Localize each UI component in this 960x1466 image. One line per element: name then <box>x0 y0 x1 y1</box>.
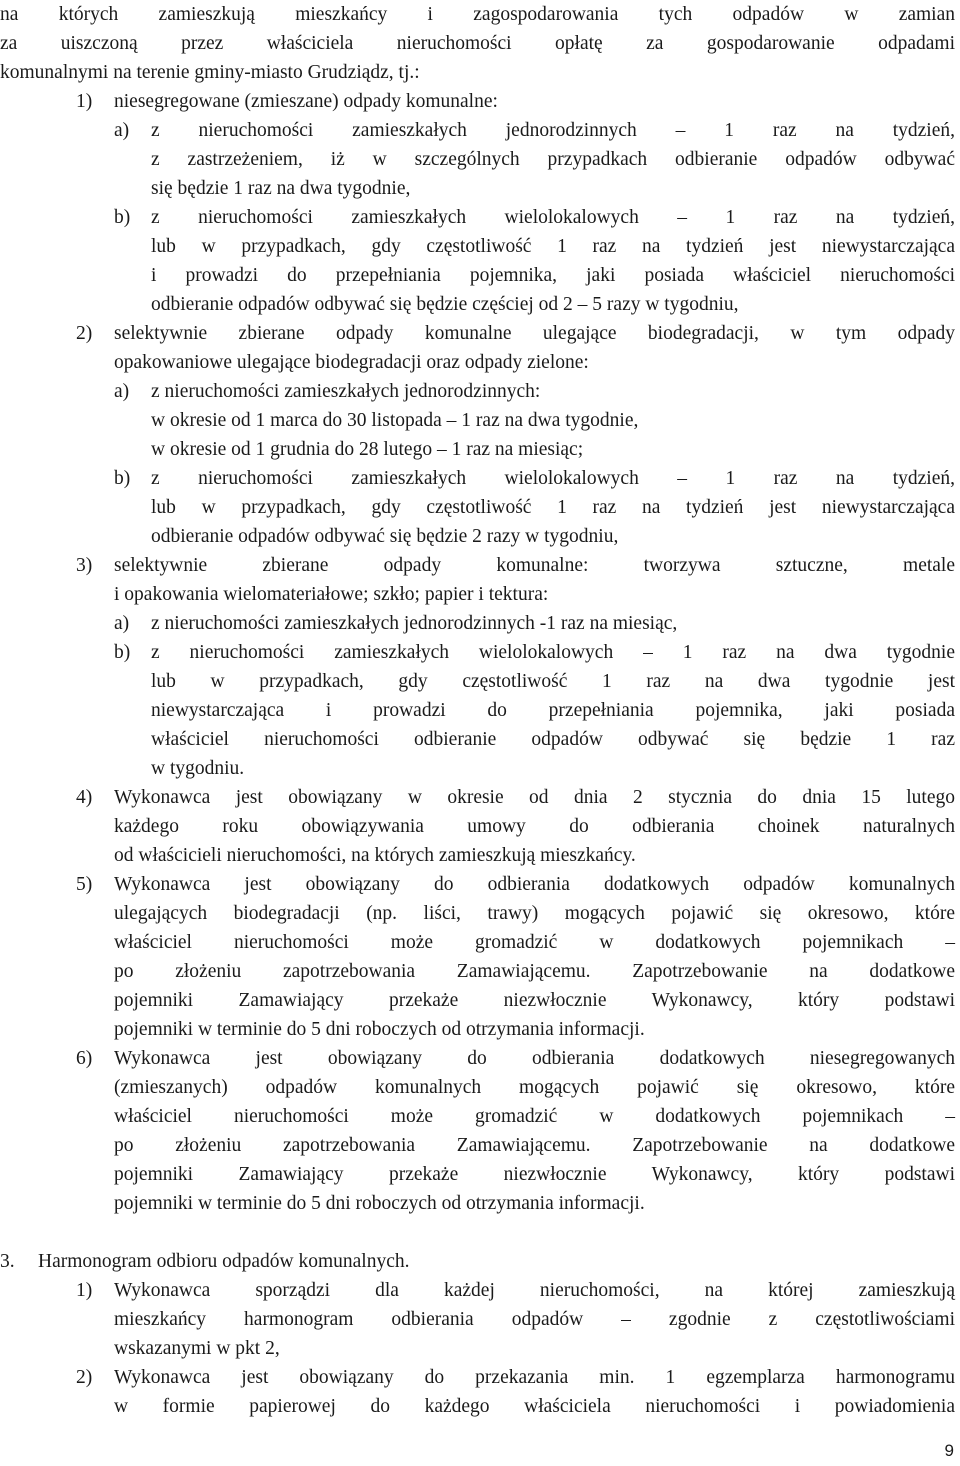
item-6-line-1: Wykonawca jest obowiązany do odbierania dodatkowych niesegregowanych <box>114 1048 955 1069</box>
item-5-line-3: właściciel nieruchomości może gromadzić w dodatkowych pojemnikach – <box>114 932 955 953</box>
item-2-label: 2) <box>76 323 93 344</box>
page-number: 9 <box>944 1441 954 1460</box>
item-4-line-2: każdego roku obowiązywania umowy do odbierania choinek naturalnych <box>114 816 955 837</box>
item-6-line-2: (zmieszanych) odpadów komunalnych mogących pojawić się okresowo, które <box>114 1077 955 1098</box>
section-3-1-line-1: Wykonawca sporządzi dla każdej nieruchomości, na której zamieszkują <box>114 1280 955 1301</box>
item-2b-line-2: lub w przypadkach, gdy częstotliwość 1 raz na tydzień jest niewystarczająca <box>151 497 955 518</box>
item-1a-line-2: z zastrzeżeniem, iż w szczególnych przypadkach odbieranie odpadów odbywać <box>151 149 955 170</box>
intro-line-3: komunalnymi na terenie gminy-miasto Grudziądz, tj.: <box>0 62 420 83</box>
item-2b-label: b) <box>114 468 131 489</box>
item-3a-label: a) <box>114 613 130 634</box>
item-3b-line-1: z nieruchomości zamieszkałych wielolokalowych – 1 raz na dwa tygodnie <box>151 642 955 663</box>
item-2a-line-3: w okresie od 1 grudnia do 28 lutego – 1 raz na miesiąc; <box>151 439 584 460</box>
item-1b-line-4: odbieranie odpadów odbywać się będzie częściej od 2 – 5 razy w tygodniu, <box>151 294 739 315</box>
item-1a-line-1: z nieruchomości zamieszkałych jednorodzinnych – 1 raz na tydzień, <box>151 120 955 141</box>
item-3-label: 3) <box>76 555 93 576</box>
item-4-label: 4) <box>76 787 93 808</box>
item-6-line-6: pojemniki w terminie do 5 dni roboczych od otrzymania informacji. <box>114 1193 645 1214</box>
item-3b-line-4: właściciel nieruchomości odbieranie odpadów odbywać się będzie 1 raz <box>151 729 955 750</box>
item-6-line-3: właściciel nieruchomości może gromadzić w dodatkowych pojemnikach – <box>114 1106 955 1127</box>
section-3-2-label: 2) <box>76 1367 93 1388</box>
item-1b-line-2: lub w przypadkach, gdy częstotliwość 1 raz na tydzień jest niewystarczająca <box>151 236 955 257</box>
section-3-title: Harmonogram odbioru odpadów komunalnych. <box>38 1251 410 1272</box>
item-5-line-1: Wykonawca jest obowiązany do odbierania dodatkowych odpadów komunalnych <box>114 874 955 895</box>
item-1a-label: a) <box>114 120 130 141</box>
item-5-line-6: pojemniki w terminie do 5 dni roboczych od otrzymania informacji. <box>114 1019 645 1040</box>
item-3b-line-2: lub w przypadkach, gdy częstotliwość 1 raz na dwa tygodnie jest <box>151 671 955 692</box>
item-3b-line-3: niewystarczająca i prowadzi do przepełniania pojemnika, jaki posiada <box>151 700 955 721</box>
section-3-1-label: 1) <box>76 1280 93 1301</box>
item-5-line-5: pojemniki Zamawiający przekaże niezwłocznie Wykonawcy, który podstawi <box>114 990 955 1011</box>
section-3-1-line-3: wskazanymi w pkt 2, <box>114 1338 280 1359</box>
item-1-label: 1) <box>76 91 93 112</box>
item-1b-line-1: z nieruchomości zamieszkałych wielolokalowych – 1 raz na tydzień, <box>151 207 955 228</box>
item-4-line-1: Wykonawca jest obowiązany w okresie od dnia 2 stycznia do dnia 15 lutego <box>114 787 955 808</box>
item-3a-line-1: z nieruchomości zamieszkałych jednorodzinnych -1 raz na miesiąc, <box>151 613 678 634</box>
item-3b-line-5: w tygodniu. <box>151 758 245 779</box>
item-3-line-1: selektywnie zbierane odpady komunalne: tworzywa sztuczne, metale <box>114 555 955 576</box>
section-3-2-line-2: w formie papierowej do każdego właściciela nieruchomości i powiadomienia <box>114 1396 955 1417</box>
item-1a-line-3: się będzie 1 raz na dwa tygodnie, <box>151 178 411 199</box>
item-5-label: 5) <box>76 874 93 895</box>
item-2b-line-1: z nieruchomości zamieszkałych wielolokalowych – 1 raz na tydzień, <box>151 468 955 489</box>
item-3b-label: b) <box>114 642 131 663</box>
item-2a-line-1: z nieruchomości zamieszkałych jednorodzinnych: <box>151 381 541 402</box>
item-2a-label: a) <box>114 381 130 402</box>
item-6-line-5: pojemniki Zamawiający przekaże niezwłocznie Wykonawcy, który podstawi <box>114 1164 955 1185</box>
item-6-label: 6) <box>76 1048 93 1069</box>
item-1-title: niesegregowane (zmieszane) odpady komunalne: <box>114 91 498 112</box>
section-3-2-line-1: Wykonawca jest obowiązany do przekazania min. 1 egzemplarza harmonogramu <box>114 1367 955 1388</box>
item-2-line-1: selektywnie zbierane odpady komunalne ulegające biodegradacji, w tym odpady <box>114 323 955 344</box>
section-3-1-line-2: mieszkańcy harmonogram odbierania odpadów – zgodnie z częstotliwościami <box>114 1309 955 1330</box>
item-1b-line-3: i prowadzi do przepełniania pojemnika, jaki posiada właściciel nieruchomości <box>151 265 955 286</box>
item-5-line-4: po złożeniu zapotrzebowania Zamawiającemu. Zapotrzebowanie na dodatkowe <box>114 961 955 982</box>
item-5-line-2: ulegających biodegradacji (np. liści, trawy) mogących pojawić się okresowo, które <box>114 903 955 924</box>
item-3-line-2: i opakowania wielomateriałowe; szkło; papier i tektura: <box>114 584 549 605</box>
item-2a-line-2: w okresie od 1 marca do 30 listopada – 1 raz na dwa tygodnie, <box>151 410 639 431</box>
intro-line-2: za uiszczoną przez właściciela nieruchomości opłatę za gospodarowanie odpadami <box>0 33 955 54</box>
item-1b-label: b) <box>114 207 131 228</box>
item-4-line-3: od właścicieli nieruchomości, na których zamieszkują mieszkańcy. <box>114 845 636 866</box>
intro-line-1: na których zamieszkują mieszkańcy i zagospodarowania tych odpadów w zamian <box>0 4 955 25</box>
item-2b-line-3: odbieranie odpadów odbywać się będzie 2 razy w tygodniu, <box>151 526 619 547</box>
item-6-line-4: po złożeniu zapotrzebowania Zamawiającemu. Zapotrzebowanie na dodatkowe <box>114 1135 955 1156</box>
item-2-line-2: opakowaniowe ulegające biodegradacji oraz odpady zielone: <box>114 352 589 373</box>
section-3-label: 3. <box>0 1251 15 1272</box>
